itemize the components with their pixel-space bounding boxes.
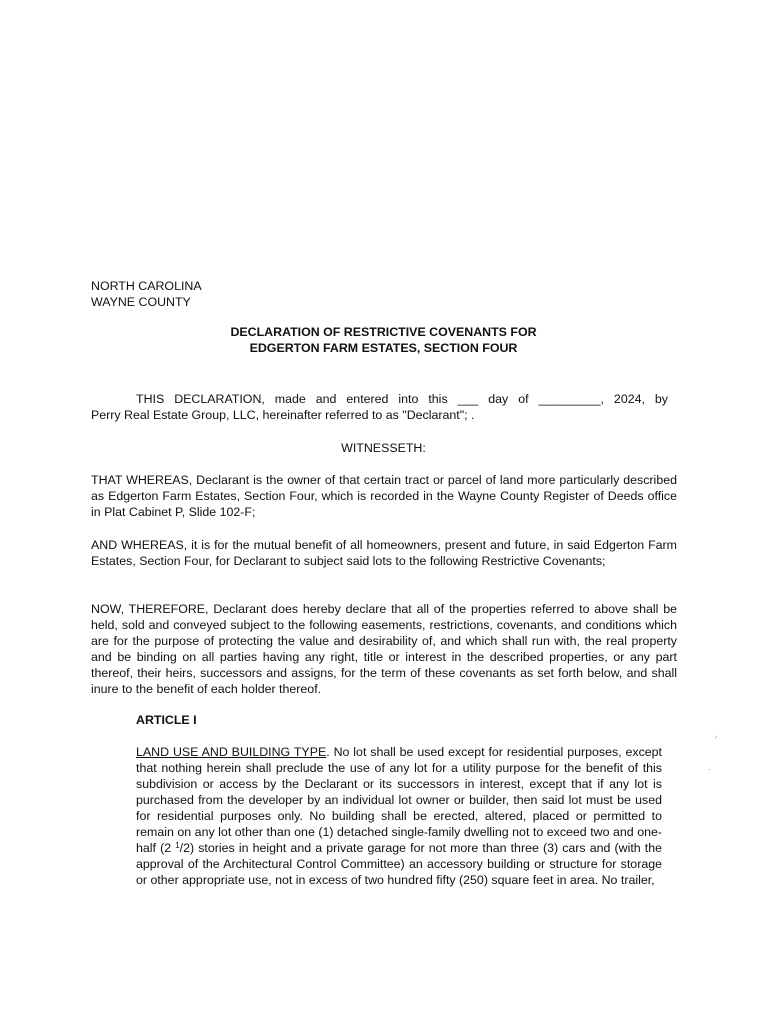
article-body-part-2: /2) stories in height and a private garage for not more than three (3) cars and (with the approval of the Architectural Control Committee) an accessory building or structure for storage or other appropriate use, not in excess of two hundred fifty (250) square feet in area. No trailer, — [136, 841, 662, 887]
section-title: LAND USE AND BUILDING TYPE — [136, 745, 327, 759]
title-line-1: DECLARATION OF RESTRICTIVE COVENANTS FOR — [230, 325, 537, 339]
witnesseth-heading: WITNESSETH: — [341, 441, 426, 455]
state-name: NORTH CAROLINA — [91, 279, 202, 293]
scan-smudge-mark: ⸝ — [714, 730, 719, 740]
preamble-line-2: Perry Real Estate Group, LLC, hereinafter referred to as "Declarant"; . — [91, 408, 475, 422]
scan-dot-mark: · — [708, 764, 711, 774]
whereas-paragraph-2: AND WHEREAS, it is for the mutual benefit of all homeowners, present and future, in said Edgerton Farm Estates, Section Four, for Declarant to subject said lots to the following Restrictive Covenants; — [91, 538, 677, 568]
article-heading: ARTICLE I — [136, 713, 197, 727]
preamble-line-1: THIS DECLARATION, made and entered into this ___ day of _________, 2024, by — [136, 392, 668, 406]
article-body-part-1: . No lot shall be used except for residential purposes, except that nothing herein shall preclude the use of any lot for a utility purpose for the benefit of this subdivision or access by the Declarant or its successors in interest, except that if any lot is purchased from the developer by an individual lot owner or builder, then said lot must be used for residential purposes only. No building shall be erected, altered, placed or permitted to remain on any lot other than one (1) detached single-family dwelling not to exceed two and one-half (2 — [136, 745, 663, 855]
whereas-paragraph-1: THAT WHEREAS, Declarant is the owner of that certain tract or parcel of land more particularly described as Edgerton Farm Estates, Section Four, which is recorded in the Wayne County Register of Deeds office in Plat Cabinet P, Slide 102-F; — [91, 473, 677, 519]
jurisdiction-header — [91, 278, 391, 310]
article-body-paragraph — [136, 744, 662, 888]
county-name: WAYNE COUNTY — [91, 295, 191, 309]
preamble-paragraph — [91, 391, 668, 423]
document-title — [91, 324, 676, 356]
title-line-2: EDGERTON FARM ESTATES, SECTION FOUR — [249, 341, 518, 355]
therefore-paragraph: NOW, THEREFORE, Declarant does hereby declare that all of the properties referred to above shall be held, sold and conveyed subject to the following easements, restrictions, covenants, and conditions which are for the purpose of protecting the value and desirability of, and which shall run with, the real property and be binding on all parties having any right, title or interest in the described properties, or any part thereof, their heirs, successors and assigns, for the term of these covenants as set forth below, and shall inure to the benefit of each holder thereof. — [91, 602, 677, 696]
fraction-numerator: 1 — [175, 841, 180, 850]
